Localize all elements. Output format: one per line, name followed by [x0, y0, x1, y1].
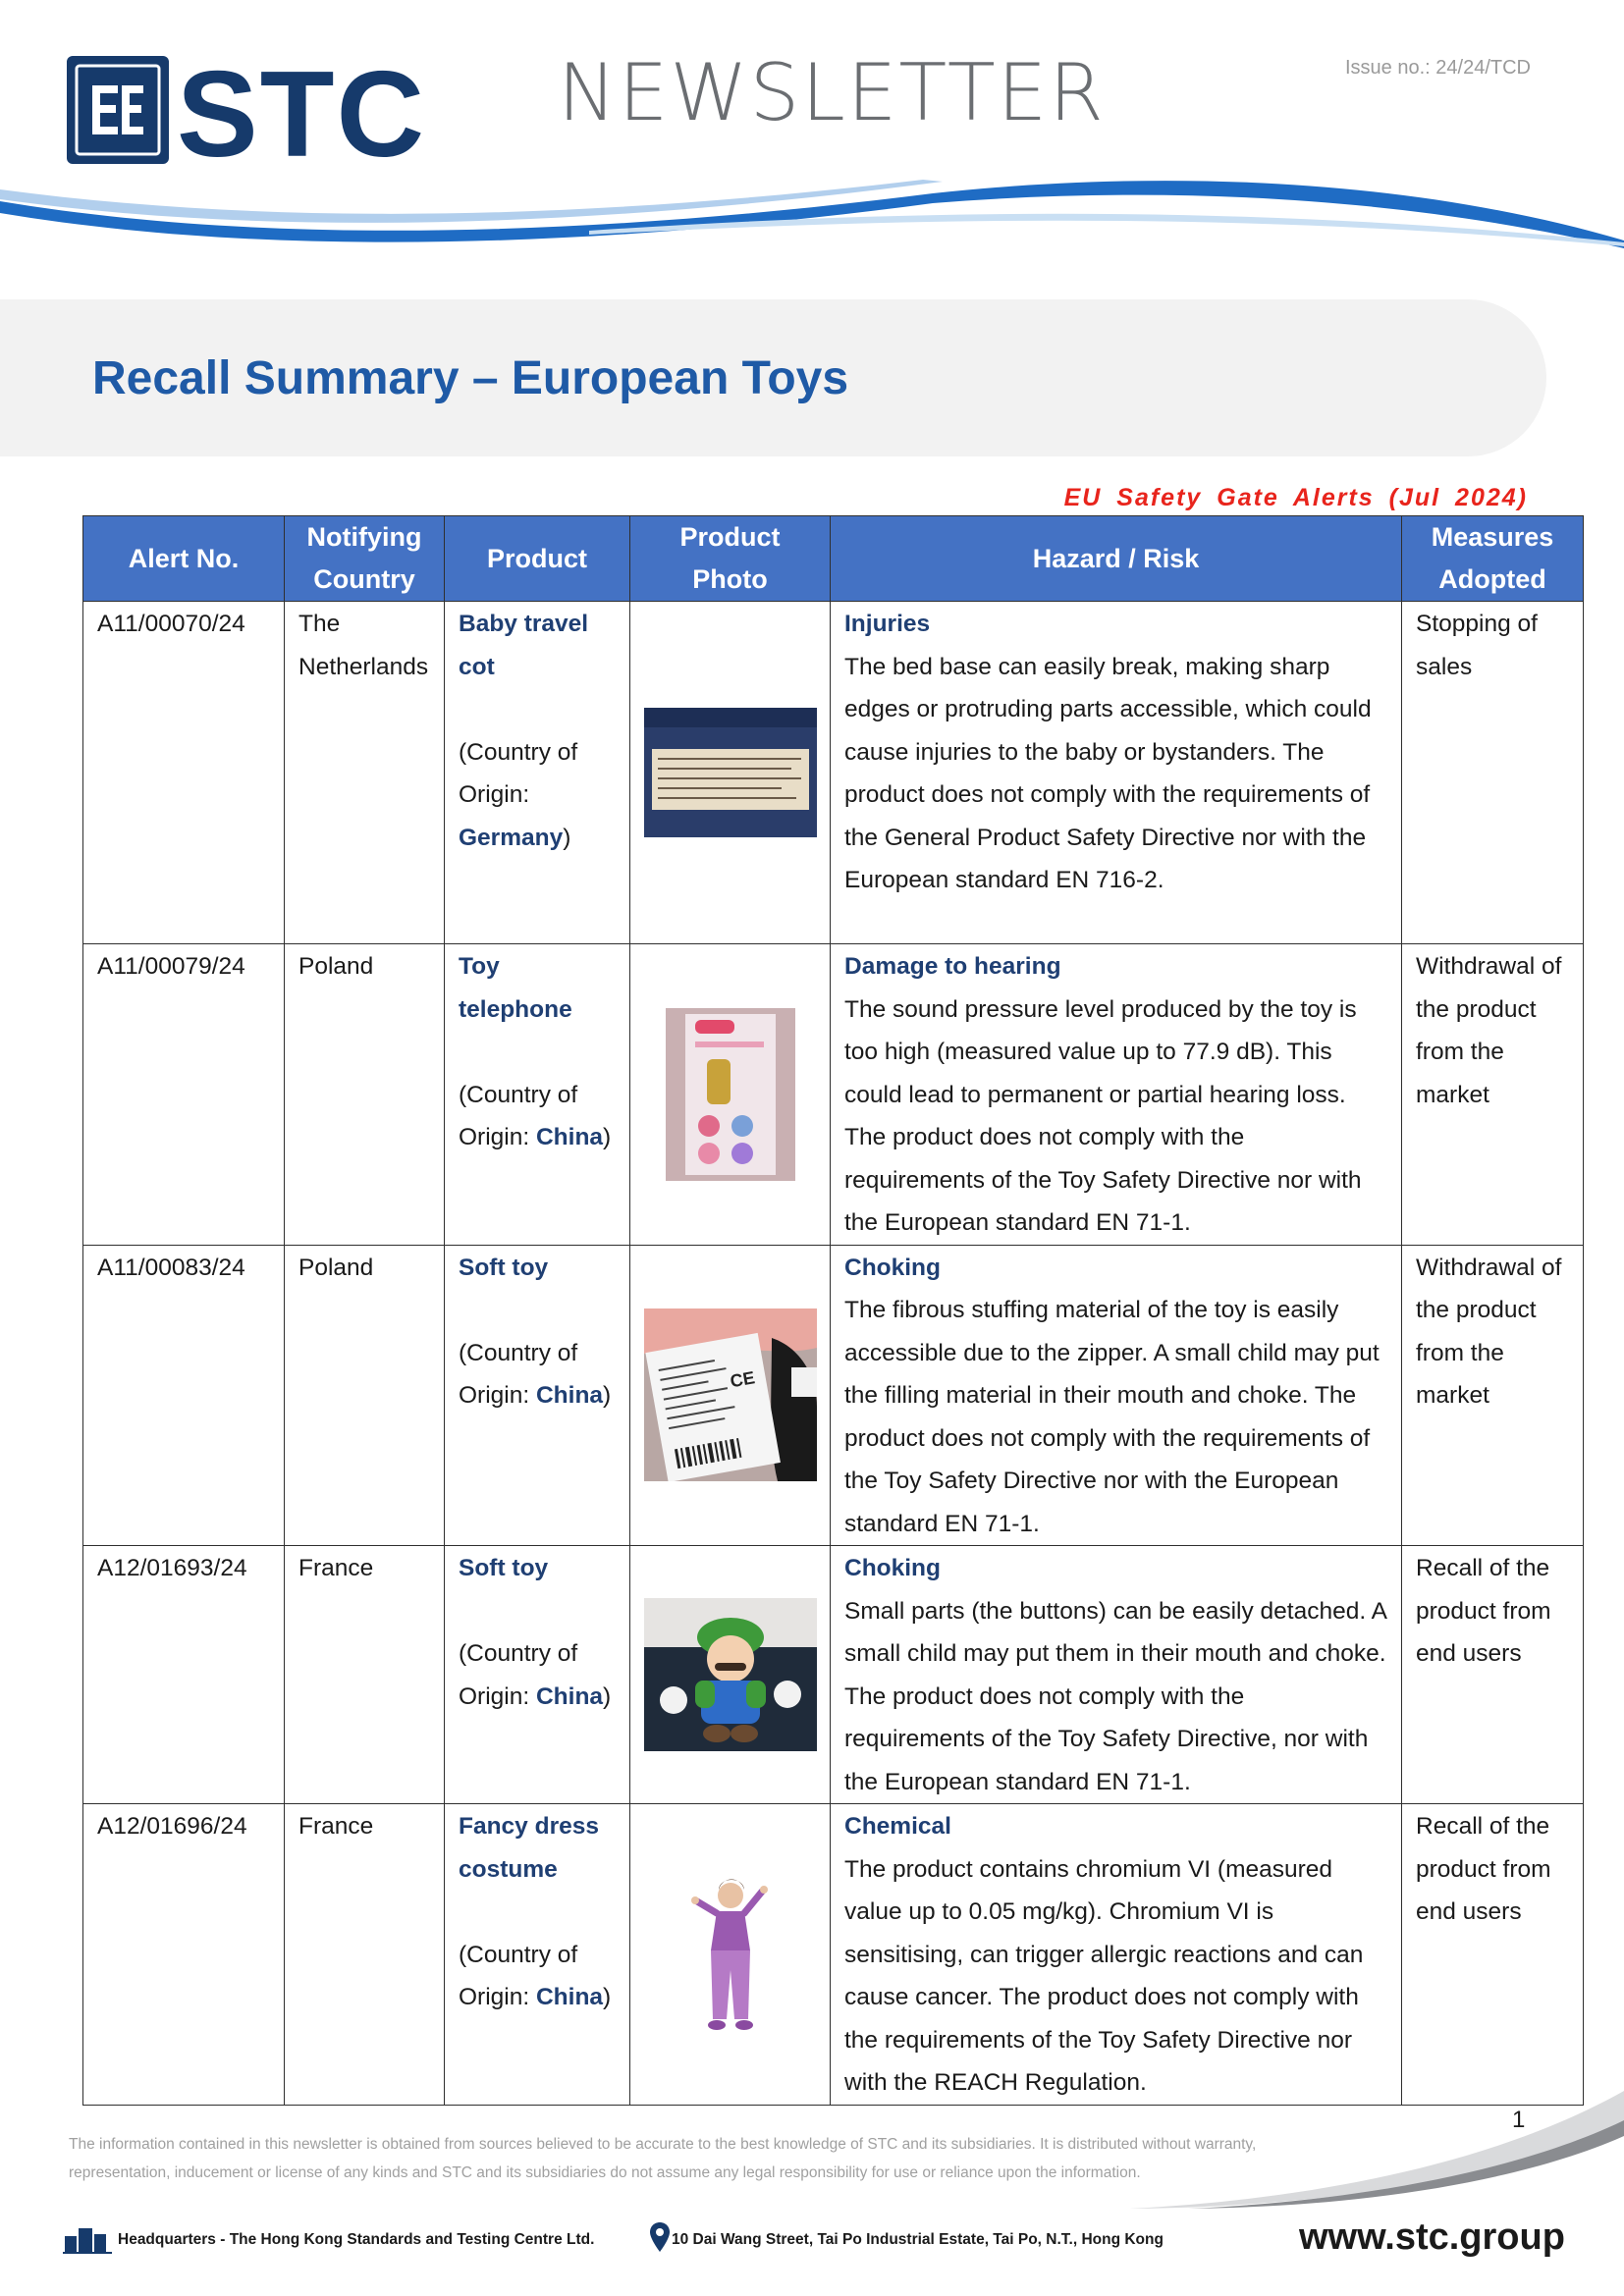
table-caption: EU Safety Gate Alerts (Jul 2024) [1063, 484, 1528, 511]
product-name: Soft toy [459, 1555, 549, 1581]
disclaimer: The information contained in this newsletter is obtained from sources believed to be accurate to the best knowledge of STC and its subsidiaries. It is distributed without warranty, representation, inducement or license of any kinds and STC and its subsidiaries do not assume any legal responsibility for use or reliance upon the information. [69, 2136, 1257, 2181]
hazard-description: The fibrous stuffing material of the toy is easily accessible due to the zipper. A small child may put the filling material in their mouth and choke. The product does not comply with the requirements of the Toy Safety Directive nor with the European standard EN 71-1. [844, 1297, 1380, 1537]
alert-no: A11/00070/24 [83, 602, 285, 944]
col-header-product: Product [445, 516, 630, 602]
origin-close: ) [603, 1682, 612, 1710]
alert-no: A11/00083/24 [83, 1245, 285, 1546]
col-header-hazard: Hazard / Risk [831, 516, 1402, 602]
hazard-cell [831, 1245, 1402, 1546]
notifying-country: The Netherlands [285, 602, 445, 944]
alert-no: A12/01696/24 [83, 1804, 285, 2106]
hazard-type: Chemical [844, 1813, 951, 1840]
measures-adopted: Stopping of sales [1402, 602, 1584, 944]
measures-adopted: Recall of the product from end users [1402, 1546, 1584, 1804]
location-pin-icon [650, 2222, 670, 2252]
newsletter-title: NEWSLETTER [558, 47, 1106, 138]
plush-figure-photo-icon [644, 1598, 817, 1751]
col-header-measures [1402, 516, 1584, 602]
hazard-cell [831, 1804, 1402, 2106]
origin-close: ) [603, 1382, 612, 1409]
page-title: Recall Summary – European Toys [92, 352, 849, 404]
origin-label: (Country of Origin: [459, 1339, 578, 1409]
hazard-type: Injuries [844, 611, 931, 637]
address: 10 Dai Wang Street, Tai Po Industrial Estate, Tai Po, N.T., Hong Kong [672, 2231, 1164, 2248]
measures-adopted: Withdrawal of the product from the market [1402, 944, 1584, 1246]
origin-country: Germany [459, 824, 564, 851]
notifying-country: Poland [285, 944, 445, 1246]
hazard-cell [831, 1546, 1402, 1804]
brand-text: STC [177, 56, 426, 164]
table-row [83, 602, 1584, 944]
table-row [83, 944, 1584, 1246]
product-photo-cell [630, 944, 831, 1246]
col-header-country-line1: Notifying [306, 522, 422, 552]
origin-country: China [535, 1984, 604, 2010]
origin-label: (Country of Origin: [459, 738, 578, 808]
website-link[interactable]: www.stc.group [1299, 2216, 1565, 2258]
recall-table [82, 515, 1584, 2106]
soft-toy-label-photo-icon [644, 1308, 817, 1481]
origin-close: ) [603, 1124, 612, 1150]
col-header-measures-line1: Measures [1431, 522, 1554, 552]
notifying-country: France [285, 1546, 445, 1804]
product-cell [445, 602, 630, 944]
col-header-photo-line1: Product [679, 522, 781, 552]
origin-label: (Country of Origin: [459, 1640, 578, 1710]
issue-number: Issue no.: 24/24/TCD [1345, 57, 1531, 79]
table-header-row [83, 516, 1584, 602]
alert-no: A12/01693/24 [83, 1546, 285, 1804]
col-header-measures-line2: Adopted [1438, 564, 1546, 594]
headquarters-label: Headquarters - The Hong Kong Standards and Testing Centre Ltd. [118, 2231, 595, 2248]
header-swoosh-graphic [0, 172, 1624, 260]
toy-telephone-box-photo-icon [666, 1008, 795, 1181]
product-photo-cell [630, 602, 831, 944]
origin-label: (Country of Origin: [459, 1081, 578, 1150]
hazard-type: Choking [844, 1254, 941, 1281]
product-photo-cell [630, 1546, 831, 1804]
product-name: Toy telephone [459, 953, 572, 1023]
notifying-country: France [285, 1804, 445, 2106]
col-header-country-line2: Country [313, 564, 415, 594]
product-photo-cell [630, 1245, 831, 1546]
origin-country: China [535, 1382, 604, 1409]
product-name: Soft toy [459, 1254, 549, 1281]
hazard-type: Damage to hearing [844, 953, 1061, 980]
col-header-photo-line2: Photo [692, 564, 768, 594]
product-name: Baby travel cot [459, 611, 589, 680]
hazard-description: The product contains chromium VI (measured value up to 0.05 mg/kg). Chromium VI is sensitising, can trigger allergic reactions and can cause cancer. The product does not comply with the requirements of the Toy Safety Directive nor with the REACH Regulation. [844, 1855, 1364, 2096]
warning-label-photo-icon [644, 708, 817, 837]
product-cell [445, 1245, 630, 1546]
notifying-country: Poland [285, 1245, 445, 1546]
costume-child-photo-icon [681, 1874, 780, 2035]
page-number: 1 [1512, 2107, 1526, 2133]
table-row [83, 1804, 1584, 2106]
hazard-cell [831, 944, 1402, 1246]
origin-close: ) [603, 1984, 612, 2010]
alert-no: A11/00079/24 [83, 944, 285, 1246]
product-cell [445, 1804, 630, 2106]
col-header-photo [630, 516, 831, 602]
origin-close: ) [563, 824, 571, 851]
origin-country: China [535, 1682, 604, 1710]
origin-country: China [535, 1124, 604, 1150]
col-header-alert-no: Alert No. [83, 516, 285, 602]
hazard-type: Choking [844, 1555, 941, 1581]
product-name: Fancy dress costume [459, 1813, 599, 1883]
hazard-description: The bed base can easily break, making sharp edges or protruding parts accessible, which could cause injuries to the baby or bystanders. The product does not comply with the requirements of the General Product Safety Directive nor with the European standard EN 716-2. [844, 653, 1372, 893]
table-row [83, 1245, 1584, 1546]
stc-logo [67, 56, 463, 164]
hazard-description: The sound pressure level produced by the toy is too high (measured value up to 77.9 dB). This could lead to permanent or partial hearing loss. The product does not comply with the requirements of the Toy Safety Directive nor with the European standard EN 71-1. [844, 995, 1362, 1236]
product-photo-cell [630, 1804, 831, 2106]
measures-adopted: Withdrawal of the product from the market [1402, 1245, 1584, 1546]
origin-label: (Country of Origin: [459, 1941, 578, 2010]
svg-text:CE: CE [728, 1367, 756, 1392]
measures-adopted: Recall of the product from end users [1402, 1804, 1584, 2106]
table-row [83, 1546, 1584, 1804]
col-header-country [285, 516, 445, 602]
hazard-cell [831, 602, 1402, 944]
hazard-description: Small parts (the buttons) can be easily detached. A small child may put them in their mouth and choke. The product does not comply with the requirements of the Toy Safety Directive, nor with the European standard EN 71-1. [844, 1597, 1386, 1795]
product-cell [445, 944, 630, 1246]
product-cell [445, 1546, 630, 1804]
